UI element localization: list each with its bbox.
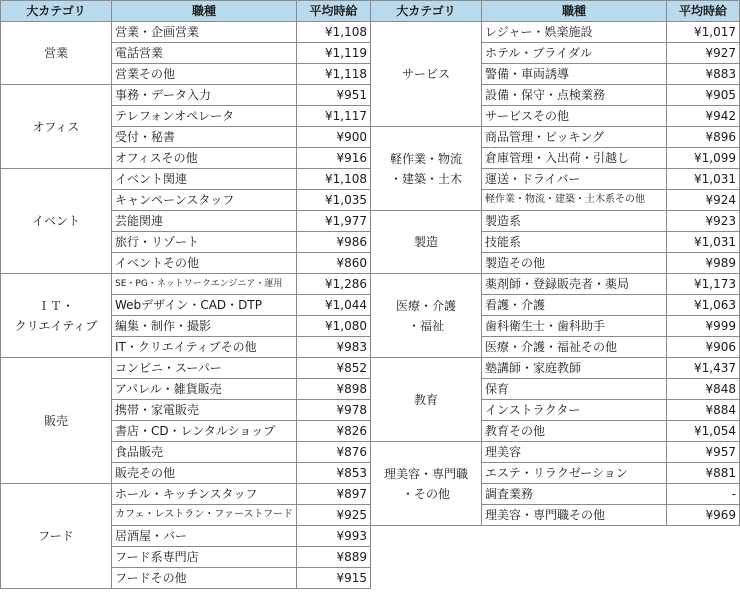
wage-cell: ¥1,063 bbox=[667, 295, 740, 316]
job-cell: 歯科衛生士・歯科助手 bbox=[482, 316, 667, 337]
job-cell: 調査業務 bbox=[482, 484, 667, 505]
wage-cell: ¥1,173 bbox=[667, 274, 740, 295]
table-row bbox=[371, 442, 740, 463]
job-cell: 販売その他 bbox=[112, 463, 297, 484]
wage-table-left bbox=[0, 0, 371, 589]
table-header-row bbox=[371, 1, 740, 22]
job-cell: 営業・企画営業 bbox=[112, 22, 297, 43]
header-category: 大カテゴリ bbox=[1, 1, 112, 22]
category-cell: 軽作業・物流 ・建築・土木 bbox=[371, 127, 482, 211]
job-cell: 設備・保守・点検業務 bbox=[482, 85, 667, 106]
wage-cell: ¥951 bbox=[297, 85, 371, 106]
job-cell: イベント関連 bbox=[112, 169, 297, 190]
job-cell: 芸能関連 bbox=[112, 211, 297, 232]
wage-cell: ¥897 bbox=[297, 484, 371, 505]
job-cell: ホール・キッチンスタッフ bbox=[112, 484, 297, 505]
wage-cell: ¥983 bbox=[297, 337, 371, 358]
job-cell: 事務・データ入力 bbox=[112, 85, 297, 106]
table-body bbox=[1, 22, 371, 589]
job-cell: 営業その他 bbox=[112, 64, 297, 85]
category-cell: 医療・介護 ・福祉 bbox=[371, 274, 482, 358]
category-cell: 理美容・専門職 ・その他 bbox=[371, 442, 482, 526]
job-cell: コンビニ・スーパー bbox=[112, 358, 297, 379]
header-category: 大カテゴリ bbox=[371, 1, 482, 22]
wage-cell: ¥881 bbox=[667, 463, 740, 484]
header-wage: 平均時給 bbox=[667, 1, 740, 22]
job-cell: イベントその他 bbox=[112, 253, 297, 274]
wage-cell: ¥853 bbox=[297, 463, 371, 484]
job-cell: 書店・CD・レンタルショップ bbox=[112, 421, 297, 442]
job-cell: 製造その他 bbox=[482, 253, 667, 274]
category-cell: フード bbox=[1, 484, 112, 589]
job-cell: 受付・秘書 bbox=[112, 127, 297, 148]
wage-cell: ¥860 bbox=[297, 253, 371, 274]
job-cell: フードその他 bbox=[112, 568, 297, 589]
wage-cell: ¥925 bbox=[297, 505, 371, 526]
job-cell: 看護・介護 bbox=[482, 295, 667, 316]
wage-cell: ¥989 bbox=[667, 253, 740, 274]
job-cell: キャンペーンスタッフ bbox=[112, 190, 297, 211]
job-cell: 保育 bbox=[482, 379, 667, 400]
category-cell: 製造 bbox=[371, 211, 482, 274]
wage-cell: ¥1,108 bbox=[297, 22, 371, 43]
category-cell: オフィス bbox=[1, 85, 112, 169]
header-wage: 平均時給 bbox=[297, 1, 371, 22]
job-cell: ホテル・ブライダル bbox=[482, 43, 667, 64]
wage-cell: ¥993 bbox=[297, 526, 371, 547]
wage-cell: ¥1,118 bbox=[297, 64, 371, 85]
wage-cell: ¥969 bbox=[667, 505, 740, 526]
wage-cell: ¥900 bbox=[297, 127, 371, 148]
job-cell: 携帯・家電販売 bbox=[112, 400, 297, 421]
wage-cell: ¥1,977 bbox=[297, 211, 371, 232]
job-cell: 軽作業・物流・建築・土木系その他 bbox=[482, 190, 667, 211]
wage-cell: ¥826 bbox=[297, 421, 371, 442]
wage-cell: ¥1,035 bbox=[297, 190, 371, 211]
job-cell: アパレル・雑貨販売 bbox=[112, 379, 297, 400]
job-cell: 運送・ドライバー bbox=[482, 169, 667, 190]
table-row bbox=[1, 85, 371, 106]
job-cell: エステ・リラクゼーション bbox=[482, 463, 667, 484]
wage-cell: ¥916 bbox=[297, 148, 371, 169]
wage-cell: ¥999 bbox=[667, 316, 740, 337]
wage-cell: ¥876 bbox=[297, 442, 371, 463]
wage-cell: ¥1,054 bbox=[667, 421, 740, 442]
wage-cell: ¥1,108 bbox=[297, 169, 371, 190]
wage-cell: ¥898 bbox=[297, 379, 371, 400]
job-cell: 塾講師・家庭教師 bbox=[482, 358, 667, 379]
job-cell: 理美容・専門職その他 bbox=[482, 505, 667, 526]
wage-cell: ¥848 bbox=[667, 379, 740, 400]
category-cell: ＩＴ・ クリエイティブ bbox=[1, 274, 112, 358]
wage-cell: ¥1,080 bbox=[297, 316, 371, 337]
wage-cell: ¥896 bbox=[667, 127, 740, 148]
job-cell: 薬剤師・登録販売者・薬局 bbox=[482, 274, 667, 295]
category-cell: サービス bbox=[371, 22, 482, 127]
job-cell: 理美容 bbox=[482, 442, 667, 463]
job-cell: Webデザイン・CAD・DTP bbox=[112, 295, 297, 316]
job-cell: 電話営業 bbox=[112, 43, 297, 64]
job-cell: 旅行・リゾート bbox=[112, 232, 297, 253]
wage-cell: ¥915 bbox=[297, 568, 371, 589]
category-cell: 教育 bbox=[371, 358, 482, 442]
wage-cell: ¥852 bbox=[297, 358, 371, 379]
job-cell: 編集・制作・撮影 bbox=[112, 316, 297, 337]
wage-cell: ¥957 bbox=[667, 442, 740, 463]
wage-cell: ¥1,031 bbox=[667, 232, 740, 253]
wage-cell: ¥986 bbox=[297, 232, 371, 253]
table-row bbox=[371, 127, 740, 148]
job-cell: サービスその他 bbox=[482, 106, 667, 127]
job-cell: 医療・介護・福祉その他 bbox=[482, 337, 667, 358]
table-row bbox=[1, 358, 371, 379]
job-cell: 教育その他 bbox=[482, 421, 667, 442]
wage-cell: ¥942 bbox=[667, 106, 740, 127]
job-cell: IT・クリエイティブその他 bbox=[112, 337, 297, 358]
table-row bbox=[371, 211, 740, 232]
wage-cell: ¥1,031 bbox=[667, 169, 740, 190]
job-cell: カフェ・レストラン・ファーストフード bbox=[112, 505, 297, 526]
job-cell: テレフォンオペレータ bbox=[112, 106, 297, 127]
table-row bbox=[1, 274, 371, 295]
table-row bbox=[1, 484, 371, 505]
job-cell: 製造系 bbox=[482, 211, 667, 232]
job-cell: SE・PG・ネットワークエンジニア・運用 bbox=[112, 274, 297, 295]
wage-cell: ¥927 bbox=[667, 43, 740, 64]
wage-cell: ¥1,044 bbox=[297, 295, 371, 316]
wage-cell: ¥1,119 bbox=[297, 43, 371, 64]
wage-cell: ¥978 bbox=[297, 400, 371, 421]
wage-cell: - bbox=[667, 484, 740, 505]
header-job: 職種 bbox=[112, 1, 297, 22]
table-body bbox=[371, 22, 740, 526]
wage-cell: ¥1,099 bbox=[667, 148, 740, 169]
category-cell: 営業 bbox=[1, 22, 112, 85]
wage-cell: ¥905 bbox=[667, 85, 740, 106]
table-row bbox=[371, 274, 740, 295]
job-cell: 居酒屋・バー bbox=[112, 526, 297, 547]
wage-cell: ¥889 bbox=[297, 547, 371, 568]
wage-cell: ¥1,117 bbox=[297, 106, 371, 127]
job-cell: 技能系 bbox=[482, 232, 667, 253]
wage-cell: ¥1,017 bbox=[667, 22, 740, 43]
wage-cell: ¥1,437 bbox=[667, 358, 740, 379]
wage-cell: ¥924 bbox=[667, 190, 740, 211]
job-cell: 倉庫管理・入出荷・引越し bbox=[482, 148, 667, 169]
wage-cell: ¥906 bbox=[667, 337, 740, 358]
wage-cell: ¥923 bbox=[667, 211, 740, 232]
job-cell: 商品管理・ピッキング bbox=[482, 127, 667, 148]
job-cell: 警備・車両誘導 bbox=[482, 64, 667, 85]
table-row bbox=[1, 22, 371, 43]
header-job: 職種 bbox=[482, 1, 667, 22]
job-cell: 食品販売 bbox=[112, 442, 297, 463]
job-cell: レジャー・娯楽施設 bbox=[482, 22, 667, 43]
job-cell: インストラクター bbox=[482, 400, 667, 421]
table-row bbox=[371, 358, 740, 379]
category-cell: 販売 bbox=[1, 358, 112, 484]
table-header-row bbox=[1, 1, 371, 22]
job-cell: オフィスその他 bbox=[112, 148, 297, 169]
wage-cell: ¥883 bbox=[667, 64, 740, 85]
wage-cell: ¥1,286 bbox=[297, 274, 371, 295]
category-cell: イベント bbox=[1, 169, 112, 274]
table-row bbox=[1, 169, 371, 190]
wage-cell: ¥884 bbox=[667, 400, 740, 421]
job-cell: フード系専門店 bbox=[112, 547, 297, 568]
table-row bbox=[371, 22, 740, 43]
wage-table-right bbox=[370, 0, 740, 526]
